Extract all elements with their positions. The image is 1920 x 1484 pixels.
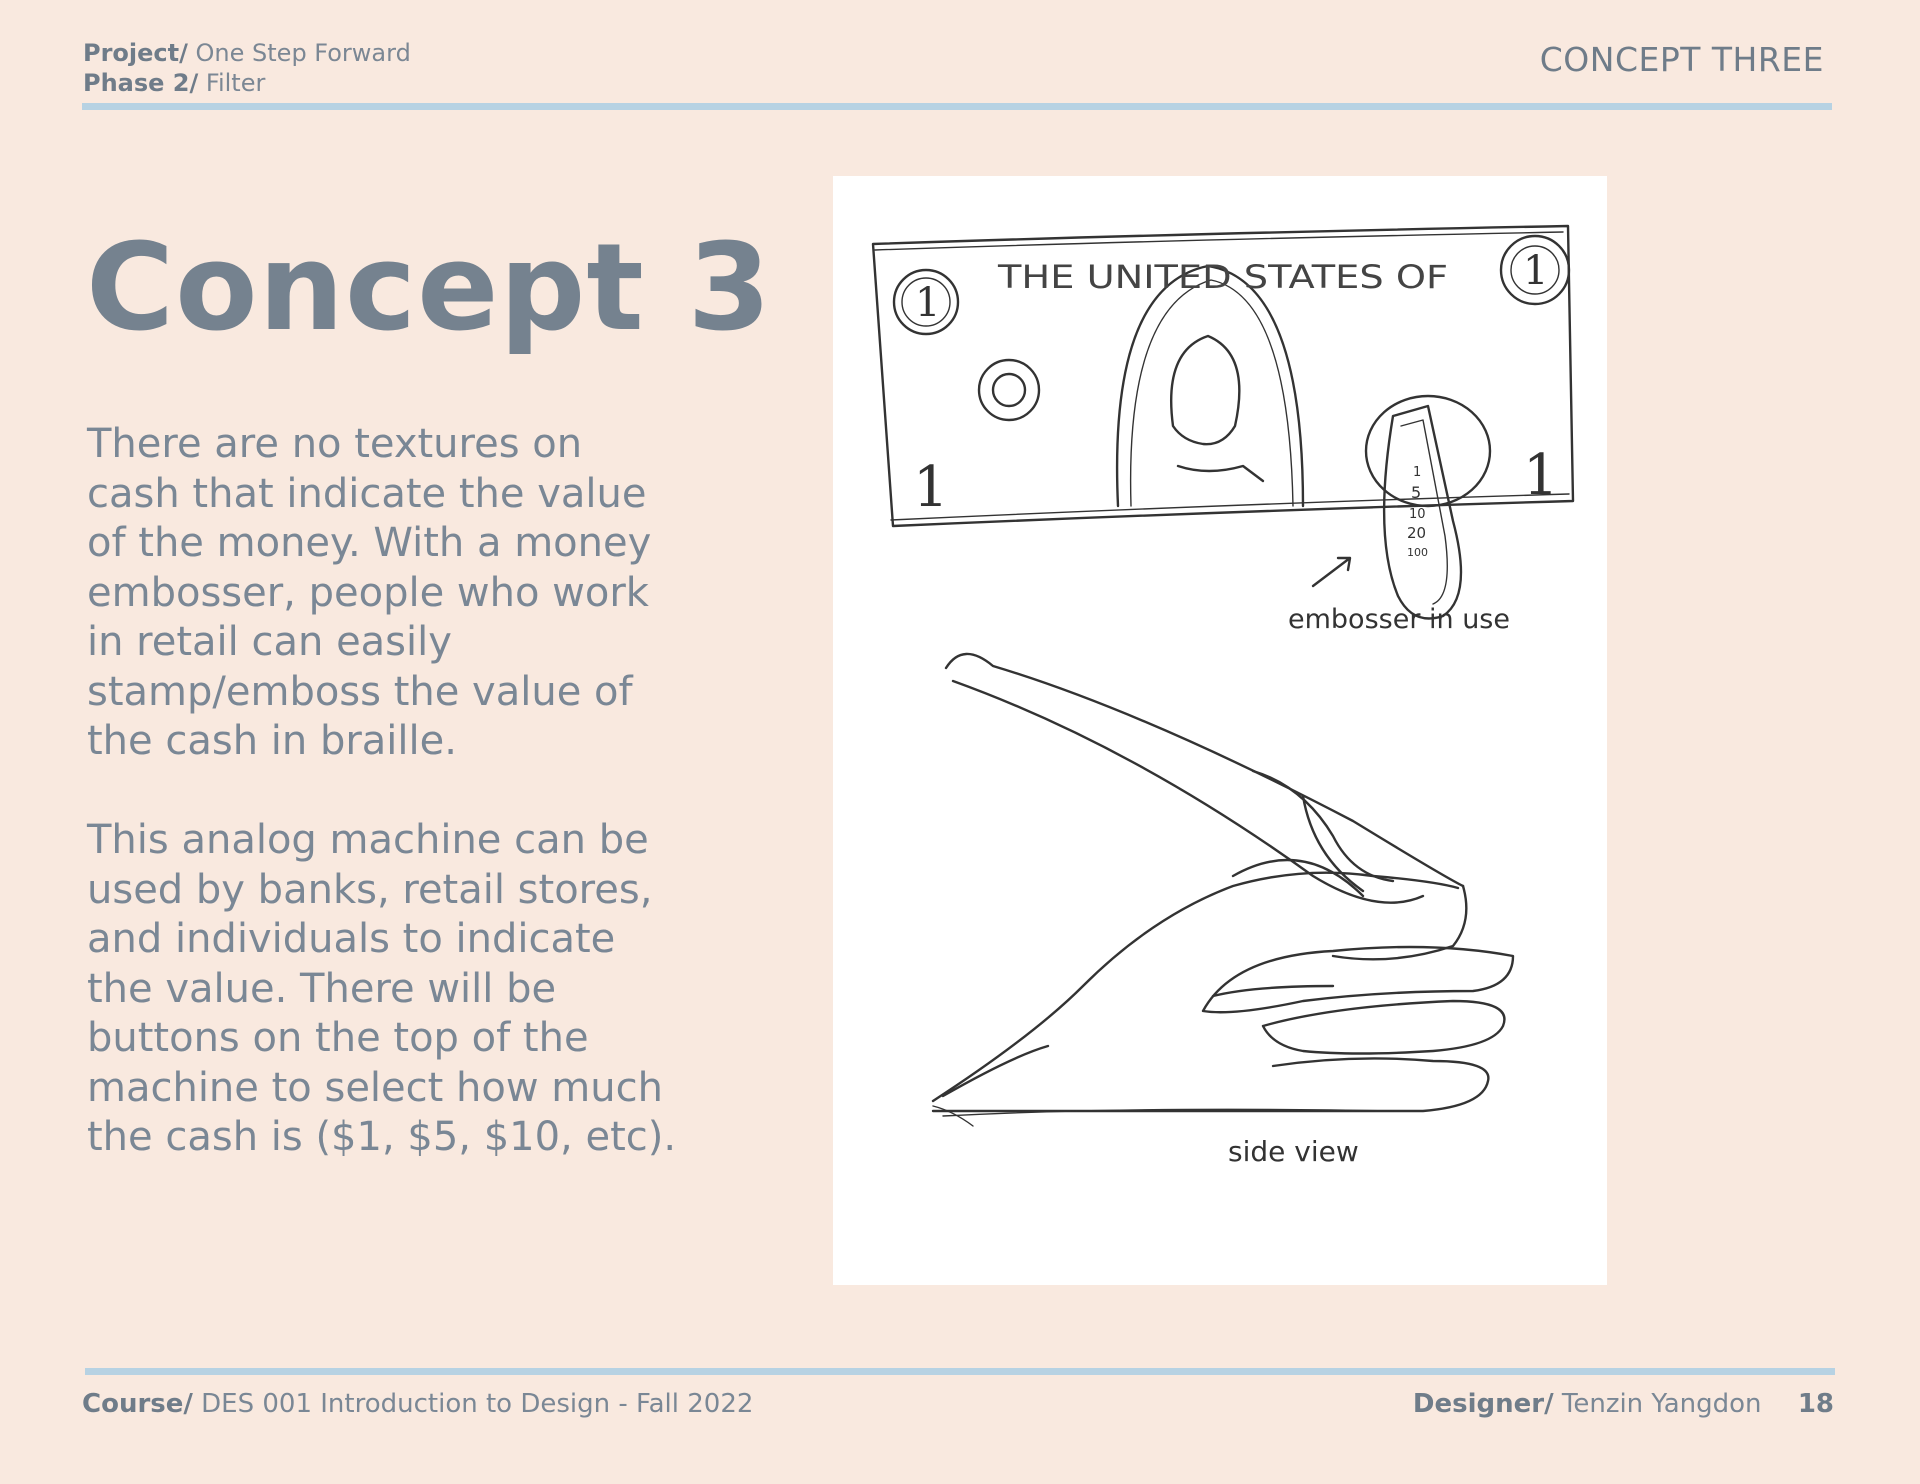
concept-description bbox=[87, 420, 687, 1163]
annotation-side-view: side view bbox=[1228, 1135, 1359, 1168]
annotation-arrow-icon bbox=[1313, 558, 1350, 586]
project-line bbox=[83, 38, 411, 68]
designer-value: Tenzin Yangdon bbox=[1561, 1389, 1762, 1419]
embosser-value-5: 5 bbox=[1411, 483, 1422, 502]
phase-label: Phase 2/ bbox=[83, 69, 199, 97]
footer-divider bbox=[85, 1368, 1835, 1375]
bill-corner-value-lower-right: 1 bbox=[1523, 443, 1559, 508]
sketch-drawing bbox=[833, 176, 1607, 1285]
page-title: Concept 3 bbox=[86, 219, 772, 358]
project-value: One Step Forward bbox=[195, 39, 411, 67]
bill-corner-value-right: 1 bbox=[1523, 248, 1549, 294]
concept-sketch bbox=[833, 176, 1607, 1285]
phase-value: Filter bbox=[205, 69, 266, 97]
embosser-value-100: 100 bbox=[1407, 546, 1428, 559]
embosser-side-view-sketch bbox=[933, 654, 1513, 1126]
project-label: Project/ bbox=[83, 39, 188, 67]
phase-line bbox=[83, 68, 411, 98]
bill-heading-text: THE UNITED STATES OF bbox=[996, 258, 1448, 296]
header-divider bbox=[82, 103, 1832, 110]
bill-corner-value-lower-left: 1 bbox=[913, 455, 949, 520]
embosser-value-10: 10 bbox=[1409, 507, 1426, 522]
designer-label: Designer/ bbox=[1412, 1389, 1554, 1419]
description-paragraph-2: This analog machine can be used by banks, retail stores, and individuals to indicate the value. There will be buttons on the top of the machine to select how much the cash is ($1, $5, $10, etc). bbox=[87, 817, 677, 1160]
description-paragraph-1: There are no textures on cash that indicate the value of the money. With a money embosser, people who work in retail can easily stamp/emboss the value of the cash in braille. bbox=[87, 421, 652, 764]
embosser-value-20: 20 bbox=[1407, 524, 1427, 542]
annotation-in-use: embosser in use bbox=[1288, 604, 1510, 635]
page-number: 18 bbox=[1797, 1389, 1834, 1419]
footer-course bbox=[82, 1389, 753, 1419]
footer-designer bbox=[1413, 1389, 1834, 1419]
bill-corner-value: 1 bbox=[915, 280, 941, 326]
header-project-info bbox=[83, 38, 411, 98]
embosser-value-1: 1 bbox=[1413, 465, 1422, 480]
section-title: CONCEPT THREE bbox=[1539, 40, 1824, 79]
course-label: Course/ bbox=[82, 1389, 193, 1419]
course-value: DES 001 Introduction to Design - Fall 2022 bbox=[201, 1389, 754, 1419]
